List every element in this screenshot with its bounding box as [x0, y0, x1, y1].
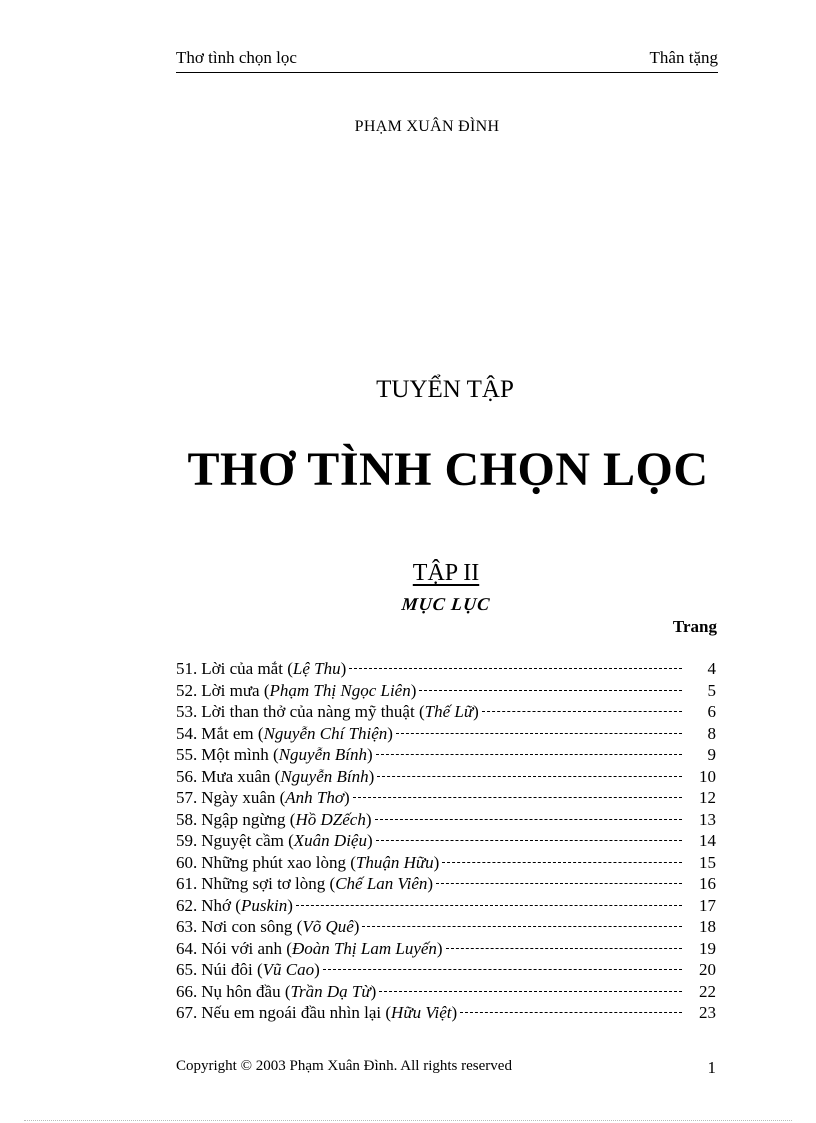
page-number: 1 — [707, 1058, 716, 1077]
toc-entry[interactable] — [176, 744, 716, 766]
toc-heading: MỤC LỤC — [400, 594, 492, 614]
toc-entry-paren-open: ( — [345, 852, 356, 872]
toc-entry-paren-open: ( — [259, 680, 270, 700]
toc-entry[interactable] — [176, 852, 716, 874]
toc-dot-leader — [396, 733, 682, 734]
toc-entry[interactable] — [176, 916, 716, 938]
page-bottom-edge — [24, 1120, 792, 1121]
toc-entry-paren-close: ) — [387, 723, 393, 743]
toc-entry-paren-close: ) — [366, 831, 373, 850]
toc-entry[interactable] — [176, 959, 716, 981]
toc-entry-number: 56. — [176, 766, 198, 786]
toc-entry[interactable] — [176, 981, 716, 1003]
main-title: THƠ TÌNH CHỌN LỌC — [187, 443, 709, 496]
toc-dot-leader — [376, 754, 682, 755]
toc-dot-leader — [353, 797, 682, 798]
toc-dot-leader — [460, 1012, 682, 1013]
toc-entry-page: 16 — [699, 874, 716, 893]
toc-dot-leader — [446, 948, 682, 949]
toc-entry-title: Những sợi tơ lòng — [201, 874, 326, 893]
toc-entry[interactable] — [176, 1002, 716, 1024]
toc-entry-paren-close: ) — [368, 766, 375, 786]
toc-entry-paren-close: ) — [410, 680, 417, 700]
toc-entry[interactable] — [176, 658, 716, 680]
toc-entry-page: 4 — [707, 659, 716, 678]
toc-entry-paren-open: ( — [268, 745, 279, 764]
toc-entry-paren-close: ) — [353, 917, 360, 936]
toc-entry-number: 53. — [176, 702, 198, 721]
toc-entry[interactable] — [176, 895, 716, 917]
toc-entry-paren-open: ( — [414, 702, 425, 721]
toc-entry-number: 55. — [176, 745, 198, 764]
toc-entry-author: Hồ DZếch — [295, 809, 366, 829]
header-dedication: Thân tặng — [649, 48, 718, 67]
toc-entry-author: Võ Quê — [302, 917, 354, 936]
toc-entry-page: 9 — [707, 745, 716, 764]
toc-dot-leader — [362, 926, 682, 927]
toc-entry-author: Anh Thơ — [285, 788, 344, 807]
toc-entry-paren-open: ( — [282, 938, 292, 958]
toc-entry[interactable] — [176, 809, 716, 831]
toc-entry[interactable] — [176, 766, 716, 788]
toc-entry-paren-close: ) — [427, 874, 434, 893]
toc-entry-paren-close: ) — [370, 981, 377, 1001]
toc-entry-page: 13 — [699, 809, 716, 829]
running-header — [176, 46, 718, 73]
toc-entry-paren-open: ( — [252, 960, 263, 979]
toc-entry-number: 54. — [176, 723, 198, 743]
toc-entry-author: Xuân Diệu — [293, 831, 367, 850]
toc-entry-title: Mưa xuân — [201, 766, 271, 786]
toc-dot-leader — [296, 905, 682, 906]
toc-dot-leader — [376, 840, 682, 841]
toc-dot-leader — [375, 819, 683, 820]
toc-entry-page: 12 — [699, 788, 716, 807]
toc-entry-title: Một mình — [201, 745, 269, 764]
toc-entry-title: Lời than thở của nàng mỹ thuật — [201, 702, 415, 721]
toc-entry-number: 51. — [176, 659, 198, 678]
volume-label — [0, 560, 816, 587]
toc-dot-leader — [379, 991, 682, 992]
toc-dot-leader — [323, 969, 682, 970]
toc-entry-page: 17 — [699, 895, 716, 915]
toc-entry-author: Thế Lữ — [424, 702, 474, 721]
toc-entry-paren-close: ) — [473, 702, 479, 721]
header-book-title: Thơ tình chọn lọc — [176, 48, 297, 67]
toc-entry-title: Nguyệt cầm — [201, 831, 284, 850]
toc-entry-paren-open: ( — [292, 917, 303, 936]
toc-entry[interactable] — [176, 787, 716, 809]
toc-entry-author: Nguyễn Bính — [278, 745, 368, 764]
toc-entry-author: Nguyễn Bính — [280, 766, 369, 786]
table-of-contents — [176, 658, 716, 1024]
toc-entry-author: Phạm Thị Ngọc Liên — [269, 680, 411, 700]
toc-entry-page: 18 — [699, 917, 716, 936]
toc-entry-paren-open: ( — [285, 809, 296, 829]
toc-dot-leader — [436, 883, 682, 884]
toc-entry-title: Ngập ngừng — [201, 809, 286, 829]
toc-entry-author: Hữu Việt — [391, 1003, 452, 1022]
toc-entry-paren-open: ( — [325, 874, 336, 893]
toc-entry-author: Puskin — [240, 895, 288, 915]
copyright-notice: Copyright © 2003 Phạm Xuân Đình. All rights reserved — [176, 1058, 512, 1074]
toc-entry-paren-open: ( — [231, 895, 241, 915]
toc-dot-leader — [349, 668, 682, 669]
toc-entry-author: Nguyễn Chí Thiện — [263, 723, 388, 743]
toc-entry-title: Nụ hôn đầu — [201, 981, 281, 1001]
toc-entry-title: Nói với anh — [201, 938, 283, 958]
toc-entry-title: Lời của mắt — [201, 659, 283, 678]
toc-entry-page: 23 — [699, 1003, 716, 1022]
toc-entry-number: 59. — [176, 831, 198, 850]
toc-entry-paren-close: ) — [287, 895, 293, 915]
toc-entry-number: 57. — [176, 788, 198, 807]
toc-entry-paren-close: ) — [433, 852, 440, 872]
toc-entry-paren-open: ( — [253, 723, 264, 743]
toc-entry[interactable] — [176, 701, 716, 723]
toc-entry[interactable] — [176, 873, 716, 895]
toc-entry-author: Thuận Hữu — [355, 852, 434, 872]
toc-entry-author: Vũ Cao — [262, 960, 315, 979]
toc-entry-page: 6 — [707, 702, 716, 721]
toc-entry-number: 66. — [176, 981, 198, 1001]
toc-entry-page: 22 — [699, 981, 716, 1001]
toc-entry-page: 10 — [699, 766, 716, 786]
toc-entry-paren-open: ( — [270, 766, 281, 786]
toc-entry-title: Ngày xuân — [201, 788, 276, 807]
toc-entry-page: 8 — [707, 723, 716, 743]
toc-entry-number: 65. — [176, 960, 198, 979]
toc-entry-title: Nơi con sông — [201, 917, 293, 936]
toc-entry[interactable] — [176, 723, 716, 745]
toc-entry-page: 19 — [699, 938, 716, 958]
toc-entry-paren-close: ) — [436, 938, 443, 958]
toc-dot-leader — [377, 776, 682, 777]
toc-entry-title: Mắt em — [201, 723, 254, 743]
toc-entry-number: 58. — [176, 809, 198, 829]
toc-entry-paren-close: ) — [340, 659, 347, 678]
author-name: PHẠM XUÂN ĐÌNH — [354, 118, 500, 135]
toc-entry-paren-close: ) — [367, 745, 373, 764]
toc-entry-paren-close: ) — [314, 960, 320, 979]
toc-entry-paren-close: ) — [343, 788, 350, 807]
toc-entry-author: Đoàn Thị Lam Luyến — [291, 938, 437, 958]
toc-entry-paren-open: ( — [280, 981, 291, 1001]
toc-entry-title: Những phút xao lòng — [201, 852, 346, 872]
toc-entry-paren-open: ( — [282, 659, 293, 678]
toc-entry-title: Lời mưa — [201, 680, 260, 700]
toc-dot-leader — [419, 690, 682, 691]
toc-entry-title: Nhớ — [201, 895, 232, 915]
toc-entry-page: 15 — [699, 852, 716, 872]
toc-entry[interactable] — [176, 830, 716, 852]
page-column-label: Trang — [672, 617, 717, 636]
toc-entry[interactable] — [176, 938, 716, 960]
toc-entry-title: Nếu em ngoái đầu nhìn lại — [201, 1003, 382, 1022]
toc-entry-number: 64. — [176, 938, 198, 958]
toc-entry-number: 52. — [176, 680, 198, 700]
toc-entry-author: Lệ Thu — [292, 659, 341, 678]
toc-dot-leader — [442, 862, 682, 863]
toc-entry-number: 60. — [176, 852, 198, 872]
toc-entry-number: 63. — [176, 917, 198, 936]
toc-entry-number: 67. — [176, 1003, 198, 1022]
toc-entry-author: Trần Dạ Từ — [290, 981, 371, 1001]
toc-entry-page: 5 — [707, 680, 716, 700]
toc-entry-number: 62. — [176, 895, 198, 915]
toc-entry-paren-open: ( — [275, 788, 286, 807]
toc-entry-paren-close: ) — [451, 1003, 458, 1022]
toc-dot-leader — [482, 711, 682, 712]
toc-entry[interactable] — [176, 680, 716, 702]
toc-entry-title: Núi đôi — [201, 960, 253, 979]
toc-entry-page: 20 — [699, 960, 716, 979]
toc-entry-paren-open: ( — [381, 1003, 392, 1022]
toc-entry-author: Chế Lan Viên — [335, 874, 428, 893]
toc-entry-number: 61. — [176, 874, 198, 893]
series-title: TUYỂN TẬP — [376, 376, 514, 403]
toc-entry-paren-open: ( — [283, 831, 294, 850]
toc-entry-page: 14 — [699, 831, 716, 850]
toc-entry-paren-close: ) — [365, 809, 372, 829]
volume-text: TẬP II — [412, 560, 480, 586]
